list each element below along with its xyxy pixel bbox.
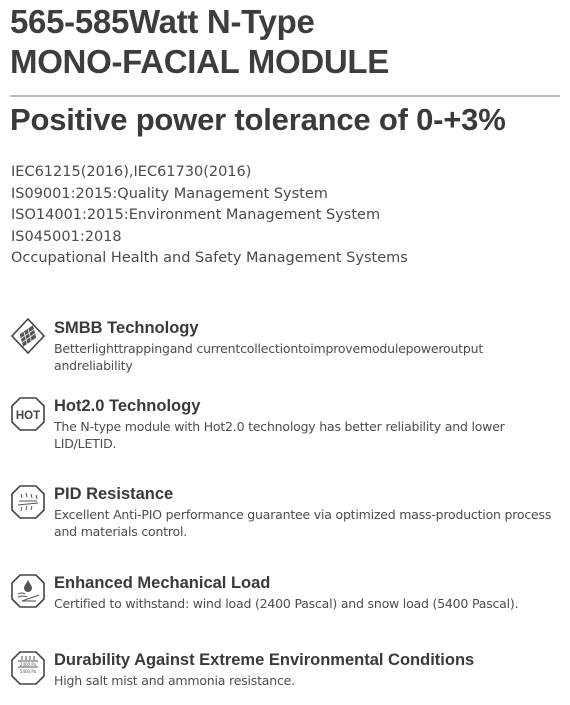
feature-title: Hot2.0 Technology [54,397,201,415]
product-title [10,2,389,82]
product-title-line2: MONO-FACIAL MODULE [10,43,389,80]
divider [10,95,560,97]
feature-title: PID Resistance [54,485,174,503]
hot-badge-icon [10,396,46,432]
feature-description: Betterlighttrappingand currentcollectiontoimprovemodulepoweroutput andreliability [54,341,484,373]
feature-description: Certified to withstand: wind load (2400 Pascal) and snow load (5400 Pascal). [54,596,519,611]
feature-title: Enhanced Mechanical Load [54,574,271,592]
feature-title: SMBB Technology [54,319,199,337]
certification-item: IEC61215(2016),IEC61730(2016) [11,164,252,180]
certification-list [11,162,408,270]
power-tolerance-heading: Positive power tolerance of 0-+3% [10,102,506,137]
snow-load-text: 5400 Pa [19,669,37,674]
mechanical-load-icon [10,573,46,609]
smbb-cell-icon [10,318,46,354]
certification-item: IS045001:2018 [11,228,122,245]
hot-badge-text: HOT [15,410,41,422]
wind-load-text: 2400 Pa [19,662,37,667]
feature-description: Excellent Anti-PIO performance guarantee via optimized mass-production process and materials control. [54,507,552,539]
feature-description: High salt mist and ammonia resistance. [54,673,295,688]
product-title-line1: 565-585Watt N-Type [10,3,315,40]
pid-resistance-icon [10,484,46,520]
environment-durability-icon [10,650,46,686]
certification-item: IS09001:2015:Quality Management System [11,185,328,202]
certification-item: ISO14001:2015:Environment Management System [11,207,381,223]
certification-item: Occupational Health and Safety Management Systems [11,250,408,266]
feature-title: Durability Against Extreme Environmental Conditions [54,651,475,669]
feature-description: The N-type module with Hot2.0 technology has better reliability and lower LID/LETID. [54,419,505,451]
